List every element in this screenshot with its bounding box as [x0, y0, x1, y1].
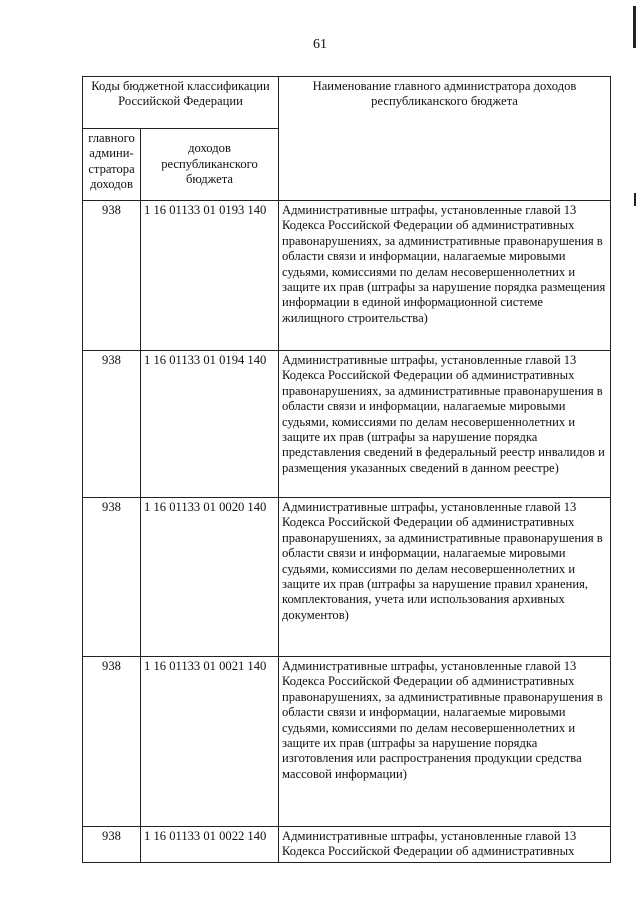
revenue-name-cell: Административные штрафы, установленные главой 13 Кодекса Российской Федерации об административных правонарушениях, за административные правонарушения в области связи и информации, налагаемые мировыми судьями, комиссиями по делам несовершеннолетних и защите их прав (штрафы за нарушение порядка представления сведений в федеральный реестр инвалидов и размещения указанных сведений в данном реестре) — [279, 351, 611, 498]
administrator-code-cell: 938 — [83, 827, 141, 863]
revenue-name-cell: Административные штрафы, установленные главой 13 Кодекса Российской Федерации об административных — [279, 827, 611, 863]
table-row — [83, 498, 611, 657]
page-number: 61 — [313, 37, 327, 52]
administrator-code-cell: 938 — [83, 201, 141, 351]
table-row — [83, 827, 611, 863]
revenue-name-cell: Административные штрафы, установленные главой 13 Кодекса Российской Федерации об административных правонарушениях, за административные правонарушения в области связи и информации, налагаемые мировыми судьями, комиссиями по делам несовершеннолетних и защите их прав (штрафы за нарушение порядка размещения информации в единой информационной системе жилищного строительства) — [279, 201, 611, 351]
table-row — [83, 657, 611, 827]
revenue-code-cell: 1 16 01133 01 0021 140 — [141, 657, 279, 827]
scan-edge-mark-top — [633, 6, 636, 48]
administrator-code-cell: 938 — [83, 498, 141, 657]
budget-classification-table — [82, 76, 611, 863]
table-row — [83, 351, 611, 498]
header-budget-revenue: доходов республиканского бюджета — [141, 129, 279, 201]
scan-edge-mark-middle — [634, 193, 636, 206]
table-body — [83, 201, 611, 863]
revenue-code-cell: 1 16 01133 01 0022 140 — [141, 827, 279, 863]
revenue-code-cell: 1 16 01133 01 0020 140 — [141, 498, 279, 657]
header-administrator-name: Наименование главного администратора доходов республиканского бюджета — [279, 77, 611, 201]
revenue-name-cell: Административные штрафы, установленные главой 13 Кодекса Российской Федерации об административных правонарушениях, за административные правонарушения в области связи и информации, налагаемые мировыми судьями, комиссиями по делам несовершеннолетних и защите их прав (штрафы за нарушение правил хранения, комплектования, учета или использования архивных документов) — [279, 498, 611, 657]
revenue-code-cell: 1 16 01133 01 0194 140 — [141, 351, 279, 498]
header-main-administrator: главного админи-стратора доходов — [83, 129, 141, 201]
table-row — [83, 201, 611, 351]
table-header — [83, 77, 611, 201]
header-budget-codes: Коды бюджетной классификации Российской Федерации — [83, 77, 279, 129]
administrator-code-cell: 938 — [83, 351, 141, 498]
administrator-code-cell: 938 — [83, 657, 141, 827]
revenue-name-cell: Административные штрафы, установленные главой 13 Кодекса Российской Федерации об административных правонарушениях, за административные правонарушения в области связи и информации, налагаемые мировыми судьями, комиссиями по делам несовершеннолетних и защите их прав (штрафы за нарушение порядка изготовления или распространения продукции средства массовой информации) — [279, 657, 611, 827]
revenue-code-cell: 1 16 01133 01 0193 140 — [141, 201, 279, 351]
